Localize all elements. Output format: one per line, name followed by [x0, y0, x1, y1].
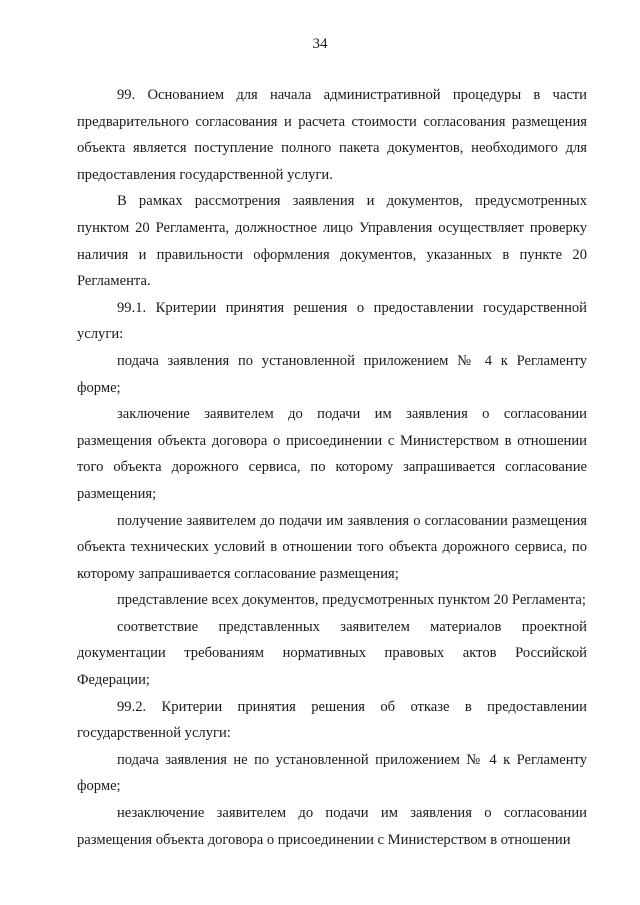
paragraph-99-1: 99.1. Критерии принятия решения о предоставлении государственной услуги:	[77, 299, 587, 343]
page-number: 34	[312, 36, 328, 52]
criterion-compliance: соответствие представленных заявителем материалов проектной документации требованиям нормативных правовых актов Российской Федерации;	[77, 618, 587, 689]
paragraph-review: В рамках рассмотрения заявления и документов, предусмотренных пунктом 20 Регламента, должностное лицо Управления осуществляет проверку наличия и правильности оформления документов, указанных в пункте 20 Регламента.	[77, 193, 587, 290]
criterion-all-documents: представление всех документов, предусмотренных пунктом 20 Регламента;	[117, 592, 586, 609]
document-body	[77, 82, 587, 853]
paragraph-99: 99. Основанием для начала административной процедуры в части предварительного согласования и расчета стоимости согласования размещения объекта является поступление полного пакета документов, необходимого для предоставления государственной услуги.	[77, 87, 587, 183]
refusal-application-form: подача заявления не по установленной приложением № 4 к Регламенту форме;	[77, 751, 587, 795]
criterion-technical-conditions: получение заявителем до подачи им заявления о согласовании размещения объекта технических условий в отношении того объекта дорожного сервиса, по которому запрашивается согласование размещения;	[77, 512, 587, 582]
criterion-application-form: подача заявления по установленной приложением № 4 к Регламенту форме;	[77, 352, 587, 396]
refusal-no-contract: незаключение заявителем до подачи им заявления о согласовании размещения объекта договора о присоединении с Министерством в отношении	[77, 805, 587, 848]
criterion-accession-contract: заключение заявителем до подачи им заявления о согласовании размещения объекта договора о присоединении с Министерством в отношении того объекта дорожного сервиса, по которому запрашивается согласование размещения;	[77, 406, 587, 502]
paragraph-99-2: 99.2. Критерии принятия решения об отказе в предоставлении государственной услуги:	[77, 698, 587, 742]
